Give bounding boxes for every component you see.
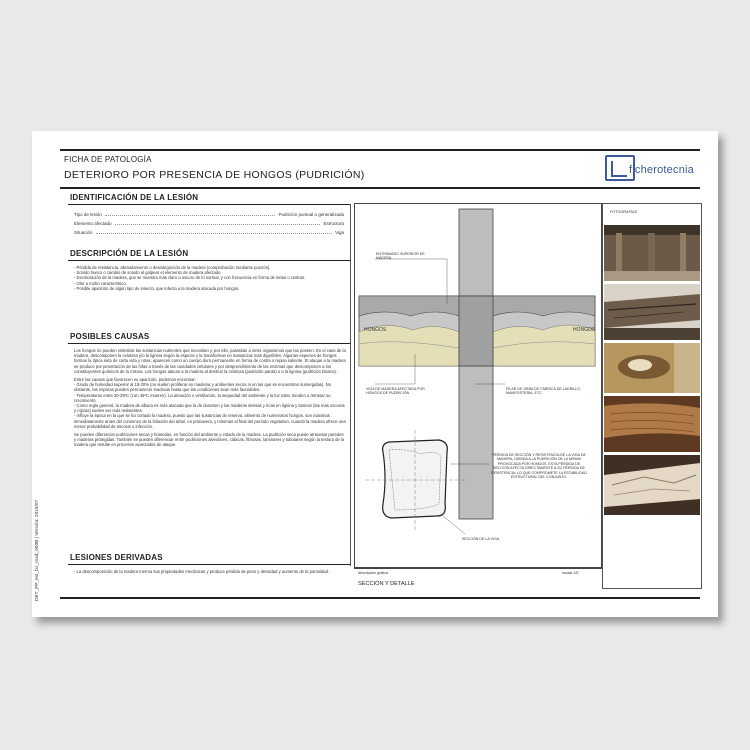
description-list bbox=[74, 265, 346, 291]
document-label: FICHA DE PATOLOGÍA bbox=[64, 155, 152, 164]
section-rule bbox=[68, 260, 350, 261]
label-pilar: PILAR DE OBRA DE FÁBRICA DE LADRILLO, MAMPOSTERÍA, ETC. bbox=[506, 387, 582, 396]
logo-text: ficherotecnia bbox=[629, 164, 694, 176]
label-hongos-right: HONGOS bbox=[573, 327, 596, 333]
identification-key: Situación bbox=[74, 230, 93, 235]
photos-label: FOTOGRAFÍAS bbox=[610, 210, 638, 214]
causes-item: - Temperaturas entre 20-25ºC (con 45ºC mueren). La aireación o ventilación, la sequedad del ambiente y la luz solar, tienden a retrasar su crecimiento. bbox=[74, 392, 331, 403]
identification-list bbox=[74, 212, 344, 235]
section-heading-causas: POSIBLES CAUSAS bbox=[70, 332, 150, 341]
left-column-divider bbox=[350, 204, 351, 566]
identification-key: Elemento afectado bbox=[74, 221, 112, 226]
figure-scale: escala 1/5 bbox=[562, 571, 579, 575]
description-item: - Olor a moho característico. bbox=[74, 280, 127, 286]
label-viga: VIGA DE MADERA AFECTADA POR HONGOS DE PUDRICIÓN bbox=[366, 387, 425, 396]
description-item: - Sonido hueco o cambio de sonido al golpear el elemento de madera afectado. bbox=[74, 270, 222, 276]
description-item: - Pérdida de resistencia, abrandamiento o desintegración de la madera (comprobación mediante punzón). bbox=[74, 265, 271, 270]
identification-value: Pudrición puntual o generalizada bbox=[278, 212, 344, 217]
damage-note: PÉRDIDA DE SECCIÓN Y RESISTENCIA DE LA VIGA DE MADERA, DEBIDA A LA PUDRICIÓN DE LA MISMA PROVOCADA POR HONGOS. ESTA PÉRDIDA DE SECCIÓN AFECTA DIRECTAMENTE A SU PÉRDIDA DE RESISTENCIA, LO QUE COMPROMETE LA ESTABILIDAD ESTRUCTURAL DEL CONJUNTO. bbox=[491, 453, 587, 480]
causes-paragraph: Los hongos no pueden sintetizar las sustancias nutrientes que necesitan y, por ello, parasitan a otros organismos que las poseen. En el caso de la madera, descomponen la celulosa y/o la lignina según la especie y la transforman en sustancias más digeribles. Algunas especies de hongos forman la típica seta de corta vida y otras, aparecen como un cuerpo duro permanente en forma de costra o repisa saliente. El ataque a la madera se produce por penetración de las hifas a través de las cavidades celulares y por desprendimiento de las enzimas que descomponen a los constituyentes químicos de la misma. Los hongos atacan a la madera al destruir la celulosa (pudrición parda) o a la lignina (pudrición blanca). bbox=[74, 348, 346, 374]
label-entramado: ENTRAMADO SUPERIOR DE MADERA bbox=[376, 252, 425, 261]
causes-item: - Grado de humedad superior al 18-20% (no suelen proliferar en maderas y ambientes secos ni en las que se encuentran sumergidas). No obstante, las esporas pueden permanecer inactivas hasta que las condiciones sean más favorables. bbox=[74, 382, 331, 393]
photos-frame bbox=[602, 203, 702, 589]
document-title: DETERIORO POR PRESENCIA DE HONGOS (PUDRICIÓN) bbox=[64, 169, 365, 181]
top-rule bbox=[60, 149, 700, 151]
causes-paragraph: Se pueden diferenciar pudriciones secas y húmedas, en función del ambiente y estado de la madera. La pudrición seca puede atravesar paredes y maderas protegidas. También se pueden diferenciar entre pudriciones alveolares, cúbicas, fibrosas, laminares y tubulares según la textura de la madera que resulte en procesos avanzados de ataque. bbox=[74, 432, 345, 448]
identification-row bbox=[74, 230, 344, 235]
identification-value: Estructura bbox=[323, 221, 344, 226]
derived-lesions-text: - La descomposición de la madera merma sus propiedades mecánicas y produce pérdida de peso y densidad y aumento de la porosidad. bbox=[74, 569, 330, 574]
description-item: - Posible aparición de algún tipo de insecto, que infecta a la madera atacada por hongos. bbox=[74, 285, 240, 291]
figure-caption: SECCIÓN Y DETALLE bbox=[358, 581, 415, 587]
section-rule bbox=[68, 343, 350, 344]
section-rule bbox=[68, 564, 350, 565]
label-hongos-left: HONGOS bbox=[364, 327, 387, 333]
side-code: DET_FP_est_fxr_mad_000B | Versión: 2015/07 bbox=[35, 499, 40, 601]
causes-intro: Entre las causas que favorecen su aparición, podemos encontrar: bbox=[74, 377, 196, 383]
logo bbox=[605, 151, 700, 185]
identification-value: Viga bbox=[335, 230, 344, 235]
header-rule bbox=[60, 187, 700, 189]
figure-footer-label: descripción gráfica bbox=[358, 571, 388, 575]
logo-mark-inner-icon bbox=[611, 161, 627, 177]
figure-footer-rule bbox=[354, 567, 602, 568]
description-item: - Decoloración de la madera, que se muestra más claro u oscuro de lo normal, y con frecuencia en forma de setas o costras. bbox=[74, 275, 306, 281]
identification-row bbox=[74, 221, 344, 226]
causes-item: - Como regla general, la madera de albura es más atacada que la de duramen y las maderas densas y ricas en lignina y taninos (las más oscuras y rojizas) suelen ser más resistentes. bbox=[74, 403, 345, 414]
section-heading-lesiones: LESIONES DERIVADAS bbox=[70, 553, 163, 562]
label-section: SECCIÓN DE LA VIGA bbox=[462, 537, 500, 541]
section-heading-descripcion: DESCRIPCIÓN DE LA LESIÓN bbox=[70, 249, 189, 258]
pillar-front bbox=[459, 296, 493, 366]
causes-item: - Influye la época en la que se ha cortado la madera, puesto que las sustancias de reserva, alimento de numerosos hongos, son máximas inmediatamente antes del comienzo de la foliación del árbol, en primavera, y mínimas al final del período vegetativo, cuando la madera ofrece una menor probabilidad de micosis o infección. bbox=[74, 413, 346, 429]
section-rule bbox=[68, 204, 350, 205]
identification-key: Tipo de lesión bbox=[74, 212, 102, 217]
section-heading-identificacion: IDENTIFICACIÓN DE LA LESIÓN bbox=[70, 193, 199, 202]
bottom-rule bbox=[60, 597, 700, 599]
document-sheet bbox=[32, 131, 718, 617]
identification-row bbox=[74, 212, 344, 217]
causes-text bbox=[74, 348, 346, 451]
